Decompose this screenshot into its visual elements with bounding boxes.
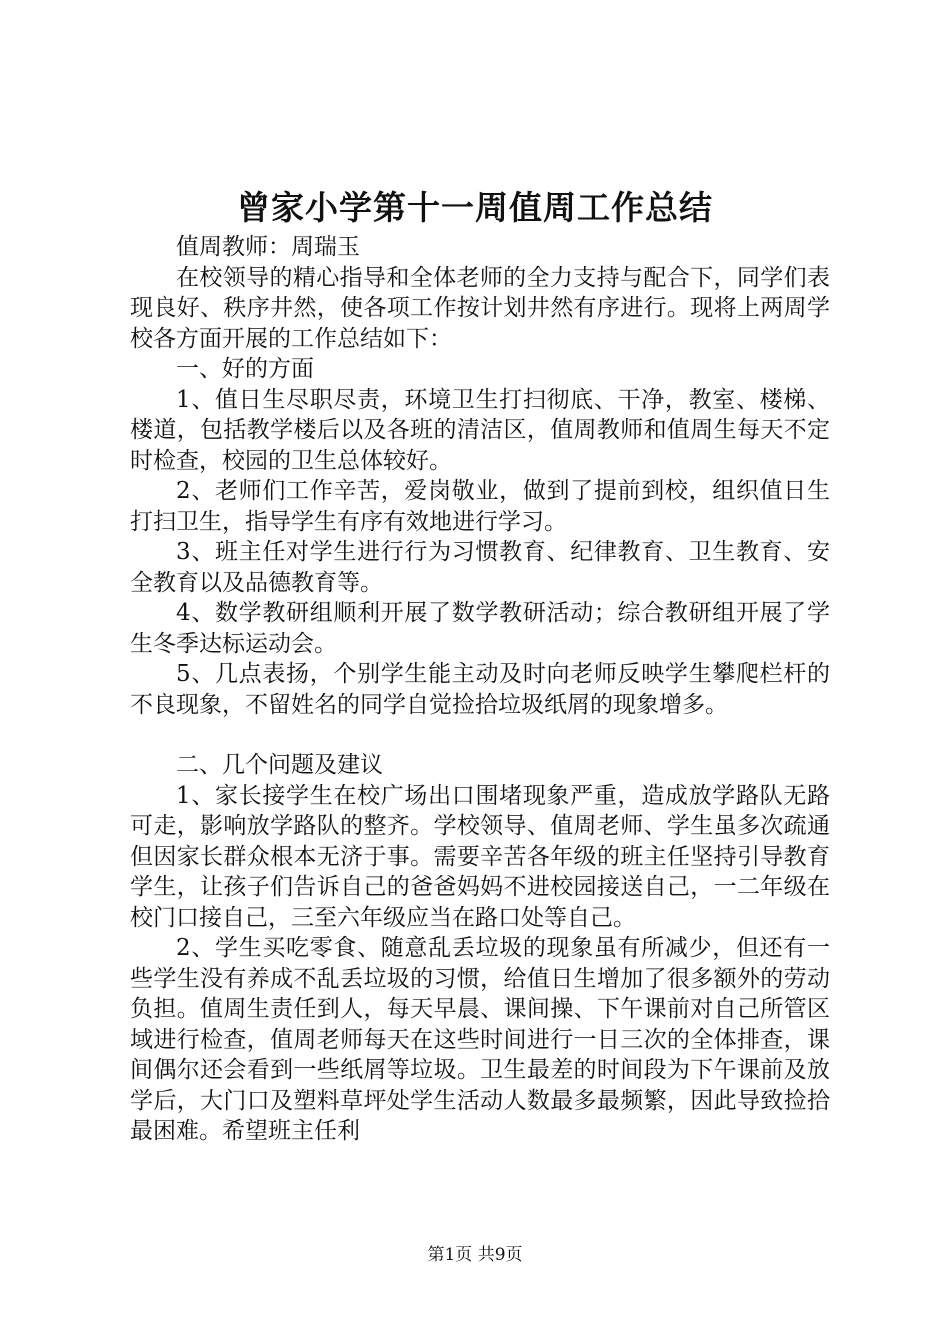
issue-item-1: 1、家长接学生在校广场出口围堵现象严重，造成放学路队无路可走，影响放学路队的整齐。学校领导、值周老师、学生虽多次疏通但因家长群众根本无济于事。需要辛苦各年级的班主任坚持引导教育学生，让孩子们告诉自己的爸爸妈妈不进校园接送自己，一二年级在校门口接自己，三至六年级应当在路口处等自己。 [130,782,830,931]
document-title: 曾家小学第十一周值周工作总结 [237,188,713,227]
document-body [130,232,830,1147]
good-item-5: 5、几点表扬，个别学生能主动及时向老师反映学生攀爬栏杆的不良现象，不留姓名的同学自觉捡拾垃圾纸屑的现象增多。 [130,661,830,718]
page-footer: 第1页 共9页 [427,1245,523,1265]
teacher-line: 值周教师：周瑞玉 [176,234,360,260]
issue-item-2: 2、学生买吃零食、随意乱丢垃圾的现象虽有所减少，但还有一些学生没有养成不乱丢垃圾的习惯，给值日生增加了很多额外的劳动负担。值周生责任到人，每天早晨、课间操、下午课前对自己所管区域进行检查，值周老师每天在这些时间进行一日三次的全体排查，课间偶尔还会看到一些纸屑等垃圾。卫生最差的时间段为下午课前及放学后，大门口及塑料草坪处学生活动人数最多最频繁，因此导致捡拾最困难。希望班主任利 [130,935,830,1144]
good-item-4: 4、数学教研组顺利开展了数学教研活动；综合教研组开展了学生冬季达标运动会。 [130,600,830,657]
intro-paragraph: 在校领导的精心指导和全体老师的全力支持与配合下，同学们表现良好、秩序井然，使各项工作按计划井然有序进行。现将上两周学校各方面开展的工作总结如下： [130,264,830,352]
good-item-3: 3、班主任对学生进行行为习惯教育、纪律教育、卫生教育、安全教育以及品德教育等。 [130,539,830,596]
section-heading-issues: 二、几个问题及建议 [176,752,383,778]
good-item-1: 1、值日生尽职尽责，环境卫生打扫彻底、干净，教室、楼梯、楼道，包括教学楼后以及各班的清洁区，值周教师和值周生每天不定时检查，校园的卫生总体较好。 [130,386,830,474]
good-item-2: 2、老师们工作辛苦，爱岗敬业，做到了提前到校，组织值日生打扫卫生，指导学生有序有效地进行学习。 [130,478,830,535]
section-heading-good: 一、好的方面 [176,356,314,382]
